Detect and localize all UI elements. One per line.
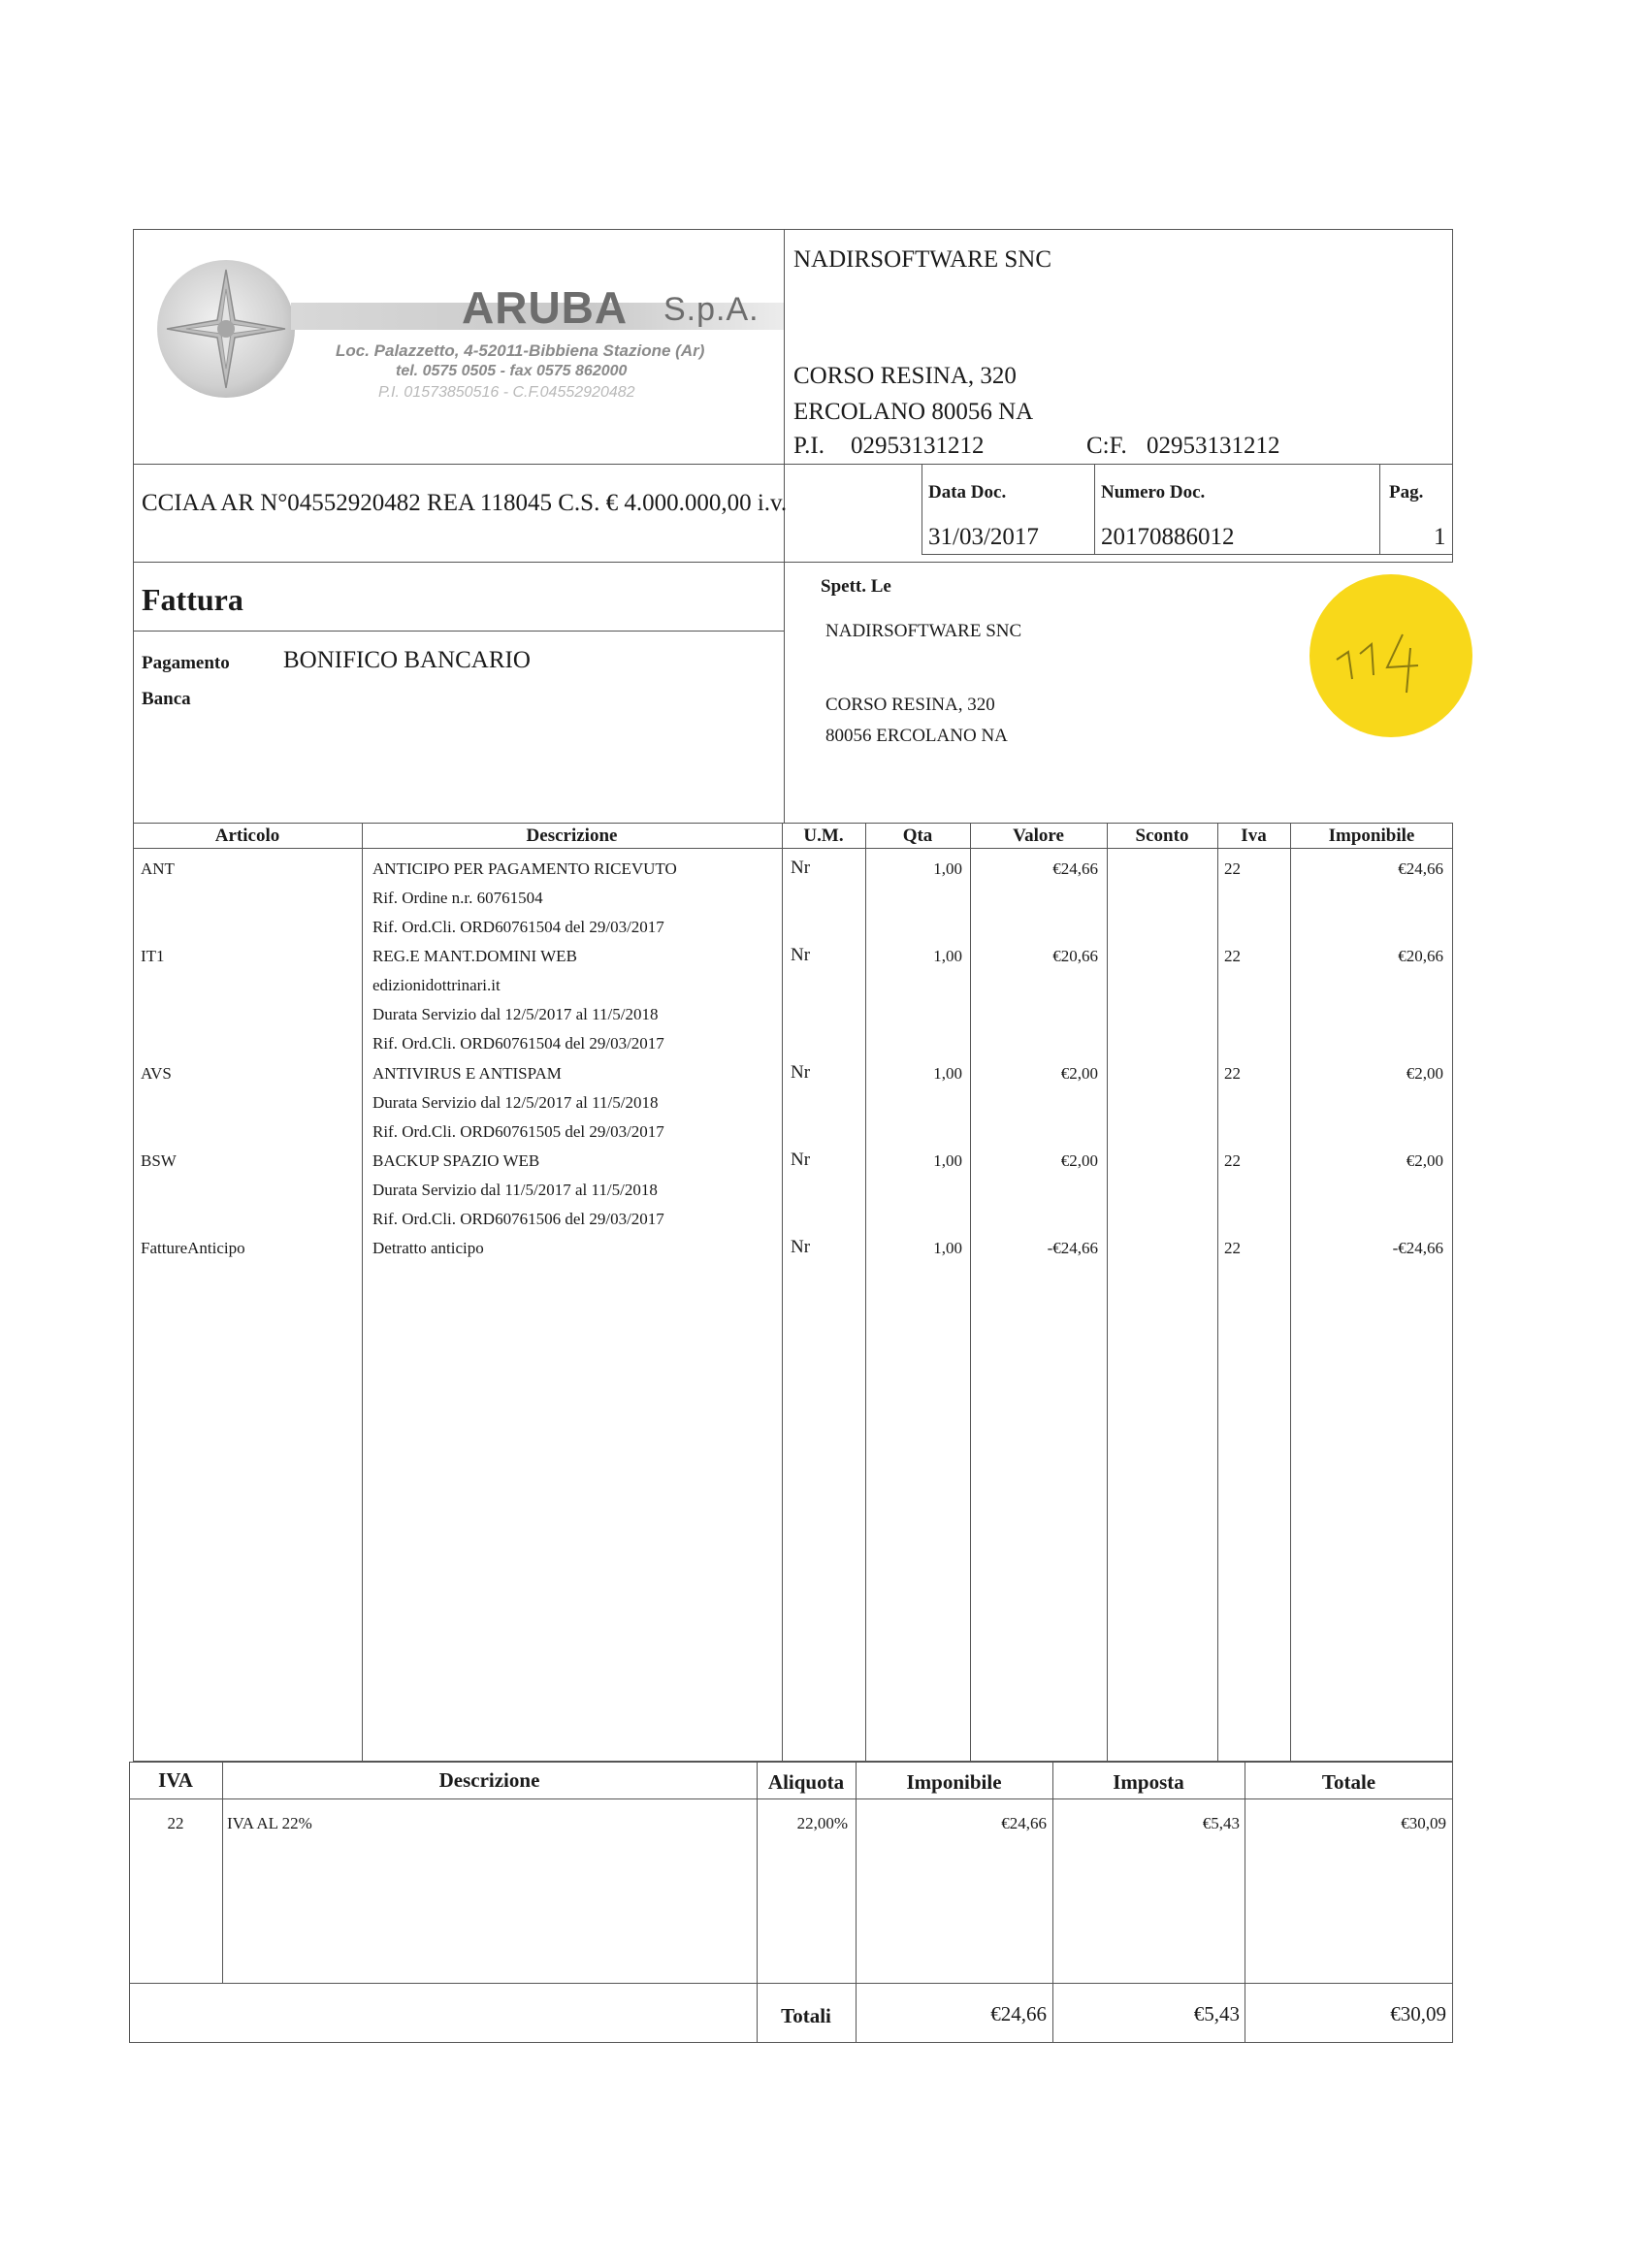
handwritten-stamp bbox=[1310, 574, 1472, 737]
doc-page-label: Pag. bbox=[1389, 482, 1424, 502]
recipient-label: Spett. Le bbox=[821, 576, 891, 597]
doc-box-divider-3 bbox=[1379, 464, 1380, 555]
payment-label: Pagamento bbox=[142, 653, 230, 673]
col-header-qta: Qta bbox=[902, 826, 933, 846]
item-description: ANTIVIRUS E ANTISPAM bbox=[372, 1064, 562, 1083]
item-description-line: Rif. Ord.Cli. ORD60761504 del 29/03/2017 bbox=[372, 1034, 664, 1053]
logo-address: Loc. Palazzetto, 4-52011-Bibbiena Stazione (Ar) bbox=[336, 341, 705, 360]
vat-col-line-4 bbox=[1052, 1762, 1053, 2043]
vat-body-bottom bbox=[129, 1983, 1453, 1984]
item-qty: 1,00 bbox=[933, 1064, 962, 1083]
doc-date-label: Data Doc. bbox=[928, 482, 1007, 502]
col-header-valore: Valore bbox=[1013, 826, 1064, 846]
col-header-imponibile: Imponibile bbox=[1328, 826, 1415, 846]
recipient-city: 80056 ERCOLANO NA bbox=[825, 726, 1008, 746]
sender-city: ERCOLANO 80056 NA bbox=[793, 399, 1034, 425]
items-col-line-6 bbox=[1217, 823, 1218, 1762]
item-code: AVS bbox=[141, 1064, 172, 1083]
doc-box-bottom bbox=[922, 554, 1453, 555]
items-col-line-1 bbox=[362, 823, 363, 1762]
item-qty: 1,00 bbox=[933, 859, 962, 878]
totals-taxable: €24,66 bbox=[990, 2002, 1047, 2025]
item-description-line: edizionidottrinari.it bbox=[372, 976, 501, 994]
sender-pi-label: P.I. bbox=[793, 433, 824, 459]
sender-name: NADIRSOFTWARE SNC bbox=[793, 246, 1052, 273]
col-header-descrizione: Descrizione bbox=[526, 826, 618, 846]
vat-header-aliquota: Aliquota bbox=[767, 1770, 845, 1794]
item-value: -€24,66 bbox=[1047, 1239, 1098, 1257]
vat-col-line-2 bbox=[757, 1762, 758, 2043]
sender-cf-label: C:F. bbox=[1086, 433, 1127, 459]
logo-company-suffix: S.p.A. bbox=[663, 291, 760, 328]
doc-date: 31/03/2017 bbox=[928, 524, 1039, 550]
item-qty: 1,00 bbox=[933, 947, 962, 965]
sender-cf: 02953131212 bbox=[1147, 433, 1280, 459]
doc-number: 20170886012 bbox=[1101, 524, 1235, 550]
vat-table-frame bbox=[129, 1762, 1453, 2043]
item-vat: 22 bbox=[1224, 1064, 1241, 1083]
payment-method: BONIFICO BANCARIO bbox=[283, 647, 531, 673]
item-description: REG.E MANT.DOMINI WEB bbox=[372, 947, 577, 965]
item-description-line: Durata Servizio dal 11/5/2017 al 11/5/2018 bbox=[372, 1181, 658, 1199]
item-vat: 22 bbox=[1224, 1239, 1241, 1257]
vat-row-description: IVA AL 22% bbox=[227, 1814, 312, 1832]
item-value: €2,00 bbox=[1060, 1064, 1098, 1083]
item-vat: 22 bbox=[1224, 1151, 1241, 1170]
vat-col-line-3 bbox=[856, 1762, 857, 2043]
doc-page: 1 bbox=[1434, 524, 1446, 550]
company-registration: CCIAA AR N°04552920482 REA 118045 C.S. € 4.000.000,00 i.v. bbox=[142, 490, 788, 516]
vat-header-line bbox=[129, 1798, 1453, 1799]
col-header-iva: Iva bbox=[1241, 826, 1267, 846]
logo-tax: P.I. 01573850516 - C.F.04552920482 bbox=[378, 384, 635, 401]
totals-total: €30,09 bbox=[1390, 2002, 1446, 2025]
item-taxable: €2,00 bbox=[1406, 1151, 1443, 1170]
vat-col-line-1 bbox=[222, 1762, 223, 1983]
totals-tax: €5,43 bbox=[1193, 2002, 1240, 2025]
invoice-title: Fattura bbox=[142, 582, 243, 617]
invoice-left-border bbox=[133, 563, 134, 823]
vat-row-taxable: €24,66 bbox=[1001, 1814, 1047, 1832]
doc-box-divider-2 bbox=[1094, 464, 1095, 555]
item-um: Nr bbox=[791, 858, 811, 878]
logo-phone: tel. 0575 0505 - fax 0575 862000 bbox=[396, 363, 628, 379]
col-header-articolo: Articolo bbox=[214, 826, 280, 846]
col-header-um: U.M. bbox=[803, 826, 844, 846]
item-taxable: €20,66 bbox=[1398, 947, 1443, 965]
item-description: BACKUP SPAZIO WEB bbox=[372, 1151, 540, 1170]
item-um: Nr bbox=[791, 1237, 811, 1257]
vat-header-imponibile: Imponibile bbox=[906, 1770, 1002, 1794]
item-value: €2,00 bbox=[1060, 1151, 1098, 1170]
items-header-line bbox=[133, 848, 1453, 849]
item-vat: 22 bbox=[1224, 947, 1241, 965]
vat-row-rate: 22,00% bbox=[796, 1814, 848, 1832]
vat-header-iva: IVA bbox=[158, 1768, 193, 1792]
aruba-logo-icon bbox=[157, 260, 295, 398]
doc-number-label: Numero Doc. bbox=[1101, 482, 1206, 502]
sender-street: CORSO RESINA, 320 bbox=[793, 363, 1017, 389]
invoice-title-underline bbox=[133, 631, 784, 632]
item-vat: 22 bbox=[1224, 859, 1241, 878]
item-description-line: Durata Servizio dal 12/5/2017 al 11/5/2018 bbox=[372, 1093, 659, 1112]
item-value: €24,66 bbox=[1052, 859, 1098, 878]
item-taxable: -€24,66 bbox=[1392, 1239, 1443, 1257]
item-description-line: Rif. Ord.Cli. ORD60761505 del 29/03/2017 bbox=[372, 1122, 664, 1141]
item-qty: 1,00 bbox=[933, 1239, 962, 1257]
item-code: BSW bbox=[141, 1151, 177, 1170]
item-code: IT1 bbox=[141, 947, 165, 965]
item-description: ANTICIPO PER PAGAMENTO RICEVUTO bbox=[372, 859, 677, 878]
vat-header-descrizione: Descrizione bbox=[438, 1768, 540, 1792]
item-taxable: €24,66 bbox=[1398, 859, 1443, 878]
items-col-line-2 bbox=[782, 823, 783, 1762]
totals-label: Totali bbox=[781, 2004, 831, 2027]
item-um: Nr bbox=[791, 1062, 811, 1083]
item-description-line: Rif. Ord.Cli. ORD60761506 del 29/03/2017 bbox=[372, 1210, 664, 1228]
header-row-divider bbox=[133, 464, 1453, 465]
vat-header-imposta: Imposta bbox=[1113, 1770, 1184, 1794]
vat-row-tax: €5,43 bbox=[1202, 1814, 1240, 1832]
item-code: ANT bbox=[141, 859, 175, 878]
items-col-line-5 bbox=[1107, 823, 1108, 1762]
item-value: €20,66 bbox=[1052, 947, 1098, 965]
vat-row-total: €30,09 bbox=[1401, 1814, 1446, 1832]
item-description-line: Durata Servizio dal 12/5/2017 al 11/5/2018 bbox=[372, 1005, 659, 1023]
item-um: Nr bbox=[791, 945, 811, 965]
item-description-line: Rif. Ordine n.r. 60761504 bbox=[372, 889, 543, 907]
col-header-sconto: Sconto bbox=[1135, 826, 1189, 846]
item-taxable: €2,00 bbox=[1406, 1064, 1443, 1083]
logo-company-name: ARUBA bbox=[462, 282, 629, 333]
item-qty: 1,00 bbox=[933, 1151, 962, 1170]
recipient-street: CORSO RESINA, 320 bbox=[825, 695, 995, 715]
bank-label: Banca bbox=[142, 689, 191, 709]
vat-header-totale: Totale bbox=[1321, 1770, 1376, 1794]
sender-pi: 02953131212 bbox=[851, 433, 985, 459]
item-code: FattureAnticipo bbox=[141, 1239, 245, 1257]
vat-row-code: 22 bbox=[167, 1814, 184, 1832]
recipient-name: NADIRSOFTWARE SNC bbox=[825, 621, 1022, 641]
item-description: Detratto anticipo bbox=[372, 1239, 484, 1257]
item-um: Nr bbox=[791, 1150, 811, 1170]
recipient-divider bbox=[784, 563, 785, 823]
item-description-line: Rif. Ord.Cli. ORD60761504 del 29/03/2017 bbox=[372, 918, 664, 936]
